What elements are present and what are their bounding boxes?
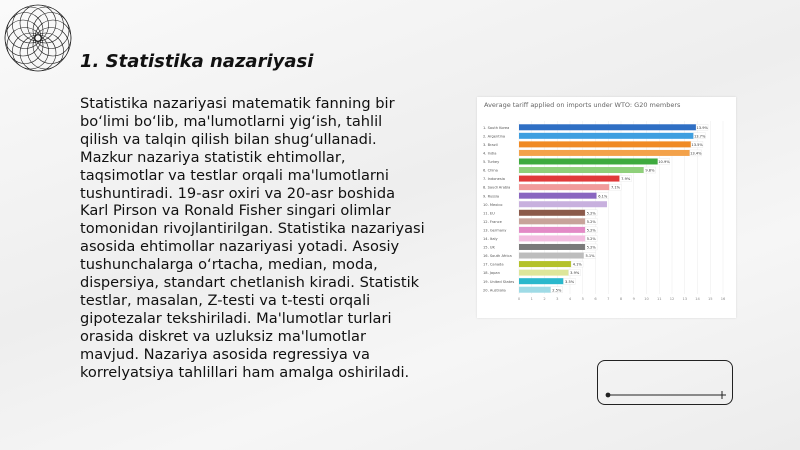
chart-value-label: 2.5% [552, 288, 562, 293]
chart-bar [519, 124, 696, 130]
chart-bar [519, 227, 585, 233]
chart-category-label: 1. South Korea [483, 125, 510, 130]
chart-value-label: 5.2% [586, 228, 596, 233]
chart-value-label: 13.4% [690, 151, 702, 156]
chart-tick-label: 4 [568, 297, 572, 301]
chart-value-label: 13.5% [691, 142, 703, 147]
slide-body-text: Statistika nazariyasi matematik fanning bir bo‘limi bo‘lib, ma'lumotlarni yig‘ish, tahlil qilish va talqin qilish bilan shug‘ullanadi. Mazkur nazariya statistik ehtimollar, taqsimotlar va testlar orqali ma'lumotlarni tushuntiradi. 19-asr oxiri va 20-asr boshida Karl Pirson va Ronald Fisher singari olimlar tomonidan rivojlantirilgan. Statistika nazariyasi asosida ehtimollar nazariyasi yotadi. Asosiy tushunchalarga o‘rtacha, median, moda, dispersiya, standart chetlanish kiradi. Statistik testlar, masalan, Z-testi va t-testi orqali gipotezalar tekshiriladi. Ma'lumotlar turlari orasida diskret va uzluksiz ma'lumotlar mavjud. Nazariya asosida regressiya va korrelyatsiya tahlillari ham amalga oshiriladi. [80, 95, 425, 381]
chart-category-label: 12. France [483, 219, 502, 224]
chart-category-label: 6. China [483, 168, 498, 173]
chart-bar [519, 158, 658, 164]
chart-value-label: 6.1% [598, 194, 608, 199]
chart-category-label: 13. Germany [483, 228, 507, 233]
slide-title: 1. Statistika nazariyasi [80, 51, 314, 72]
chart-bar [519, 201, 607, 207]
chart-value-label: 3.5% [565, 279, 575, 284]
chart-tick-label: 8 [619, 297, 623, 301]
chart-tick-label: 11 [656, 297, 662, 301]
chart-tick-label: 7 [607, 297, 610, 301]
chart-value-label: 7.1% [610, 185, 621, 190]
chart-bar [519, 193, 597, 199]
chart-tick-label: 6 [594, 297, 597, 301]
chart-bar [519, 253, 584, 259]
chart-bar [519, 270, 569, 276]
chart-category-label: 18. Japan [483, 271, 500, 276]
dot-icon [606, 393, 611, 398]
chart-plot [477, 97, 736, 318]
chart-bar [519, 210, 585, 216]
chart-category-label: 10. Mexico [483, 202, 503, 207]
chart-tick-label: 1 [530, 297, 533, 301]
chart-bar [519, 150, 690, 156]
chart-tick-label: 9 [632, 297, 635, 301]
plus-icon [718, 391, 726, 399]
chart-value-label: 9.8% [645, 168, 655, 173]
chart-tick-label: 10 [644, 297, 649, 301]
chart-bar [519, 176, 620, 182]
chart-category-label: 17. Canada [483, 262, 504, 267]
tariff-bar-chart [477, 97, 736, 318]
chart-value-label: 5.2% [586, 211, 596, 216]
chart-value-label: 3.9% [570, 271, 580, 276]
chart-tick-label: 0 [517, 297, 521, 301]
chart-bar [519, 133, 694, 139]
chart-category-label: 15. UK [483, 245, 495, 250]
chart-tick-label: 3 [556, 297, 559, 301]
chart-bar [519, 184, 610, 190]
chart-tick-label: 2 [543, 297, 546, 301]
chart-category-label: 5. Turkey [483, 160, 500, 165]
timeline-widget [597, 360, 733, 405]
chart-value-label: 13.7% [693, 134, 706, 139]
chart-category-label: 20. Australia [483, 288, 506, 293]
chart-tick-label: 5 [581, 297, 584, 301]
chart-category-label: 7. Indonesia [483, 177, 505, 182]
chart-category-label: 11. EU [483, 211, 495, 216]
chart-value-label: 7.9% [621, 177, 631, 182]
chart-value-label: 5.2% [586, 245, 596, 250]
chart-category-label: 2. Argentina [483, 134, 506, 139]
chart-category-label: 19. United States [483, 279, 515, 284]
chart-category-label: 14. Italy [483, 237, 498, 242]
chart-bar [519, 287, 551, 293]
chart-bar [519, 235, 585, 241]
chart-bar [519, 141, 691, 147]
chart-category-label: 8. Saudi Arabia [483, 185, 511, 190]
chart-bar [519, 244, 585, 250]
chart-value-label: 5.1% [585, 254, 595, 259]
chart-bar [519, 167, 644, 173]
chart-tick-label: 12 [669, 297, 675, 301]
chart-value-label: 10.9% [658, 160, 670, 165]
chart-category-label: 4. India [483, 151, 497, 156]
chart-value-label: 13.9% [696, 125, 708, 130]
timeline-track [598, 361, 732, 404]
chart-category-label: 3. Brazil [483, 142, 498, 147]
chart-value-label: 4.1% [572, 262, 582, 267]
rosette-ornament-icon [2, 2, 74, 74]
chart-value-label: 5.2% [586, 219, 596, 224]
chart-bar [519, 278, 564, 284]
chart-tick-label: 15 [707, 297, 713, 301]
chart-title: Average tariff applied on imports under WTO: G20 members [484, 101, 681, 109]
chart-value-label: 5.2% [586, 237, 596, 242]
chart-tick-label: 13 [682, 297, 688, 301]
chart-tick-label: 14 [695, 297, 700, 301]
chart-bar [519, 261, 571, 267]
chart-bar [519, 218, 585, 224]
chart-category-label: 9. Russia [483, 194, 500, 199]
chart-category-label: 16. South Africa [483, 254, 512, 259]
chart-tick-label: 16 [720, 297, 726, 301]
